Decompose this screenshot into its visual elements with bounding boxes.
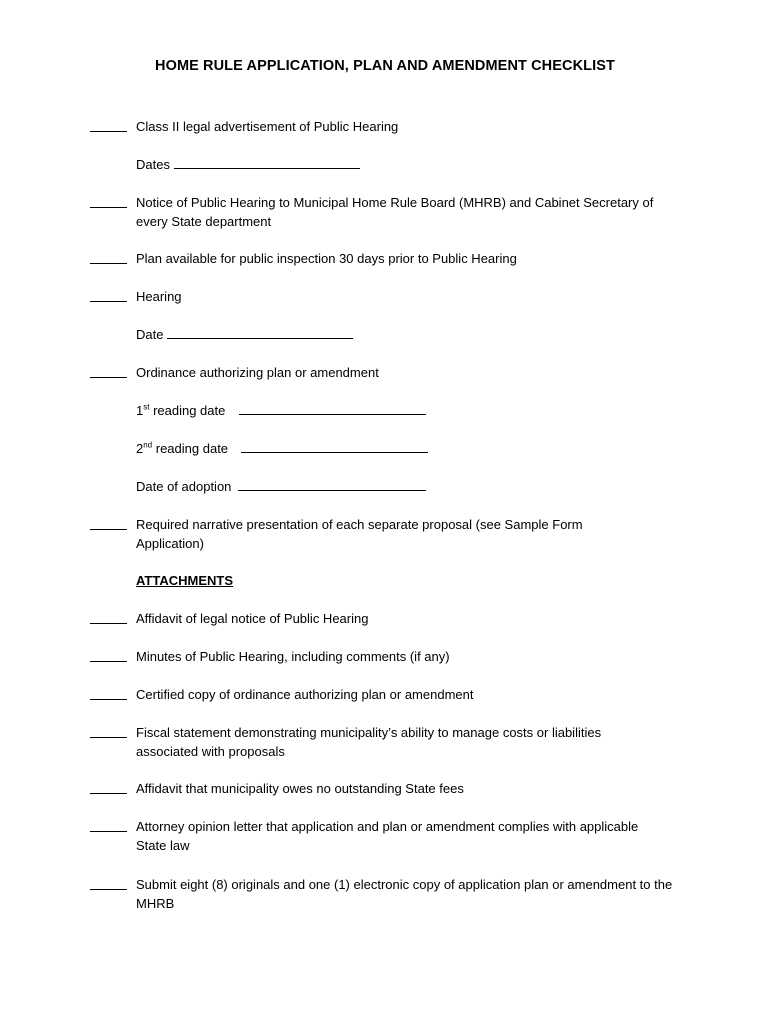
attachment-item-text: Attorney opinion letter that application and plan or amendment complies with applicable State law: [136, 819, 639, 853]
second-reading-label: 2nd reading date: [136, 440, 229, 456]
second-reading-field: [136, 439, 428, 458]
page-title: HOME RULE APPLICATION, PLAN AND AMENDMENT CHECKLIST: [155, 58, 615, 74]
checkbox-blank[interactable]: [90, 623, 127, 624]
adoption-field: [136, 477, 426, 496]
attachment-item-text: Affidavit that municipality owes no outstanding State fees: [136, 781, 464, 796]
first-reading-input-line[interactable]: [239, 414, 426, 415]
first-reading-label: 1st reading date: [136, 402, 226, 418]
dates-input-line[interactable]: [174, 168, 360, 169]
date-label: Date: [136, 327, 164, 342]
attachment-item-text: Minutes of Public Hearing, including comments (if any): [136, 649, 450, 664]
checkbox-blank[interactable]: [90, 207, 127, 208]
attachment-item-text: Submit eight (8) originals and one (1) electronic copy of application plan or amendment to the MHRB: [136, 877, 673, 911]
checklist-item-text: Class II legal advertisement of Public Hearing: [136, 119, 399, 134]
checkbox-blank[interactable]: [90, 131, 127, 132]
first-reading-field: [136, 401, 426, 420]
checkbox-blank[interactable]: [90, 831, 127, 832]
checkbox-blank[interactable]: [90, 301, 127, 302]
dates-field: [136, 155, 360, 174]
checklist-item-text: Notice of Public Hearing to Municipal Home Rule Board (MHRB) and Cabinet Secretary of every State department: [136, 195, 654, 229]
checkbox-blank[interactable]: [90, 377, 127, 378]
adoption-input-line[interactable]: [238, 490, 426, 491]
checklist-item-text: Required narrative presentation of each separate proposal (see Sample Form Application): [136, 517, 583, 551]
checklist-item-text: Ordinance authorizing plan or amendment: [136, 365, 379, 380]
dates-label: Dates: [136, 157, 170, 172]
hearing-date-field: [136, 325, 353, 344]
checklist-item-text: Plan available for public inspection 30 days prior to Public Hearing: [136, 251, 517, 266]
second-reading-input-line[interactable]: [241, 452, 428, 453]
attachment-item-text: Certified copy of ordinance authorizing plan or amendment: [136, 687, 474, 702]
adoption-label: Date of adoption: [136, 479, 232, 494]
checkbox-blank[interactable]: [90, 793, 127, 794]
checkbox-blank[interactable]: [90, 699, 127, 700]
checkbox-blank[interactable]: [90, 263, 127, 264]
checkbox-blank[interactable]: [90, 529, 127, 530]
attachment-item-text: Fiscal statement demonstrating municipality’s ability to manage costs or liabilities associated with proposals: [136, 725, 602, 759]
checklist-item-text: Hearing: [136, 289, 182, 304]
attachment-item-text: Affidavit of legal notice of Public Hearing: [136, 611, 369, 626]
hearing-date-input-line[interactable]: [167, 338, 353, 339]
checkbox-blank[interactable]: [90, 889, 127, 890]
attachments-heading: ATTACHMENTS: [136, 573, 234, 588]
checkbox-blank[interactable]: [90, 737, 127, 738]
checkbox-blank[interactable]: [90, 661, 127, 662]
